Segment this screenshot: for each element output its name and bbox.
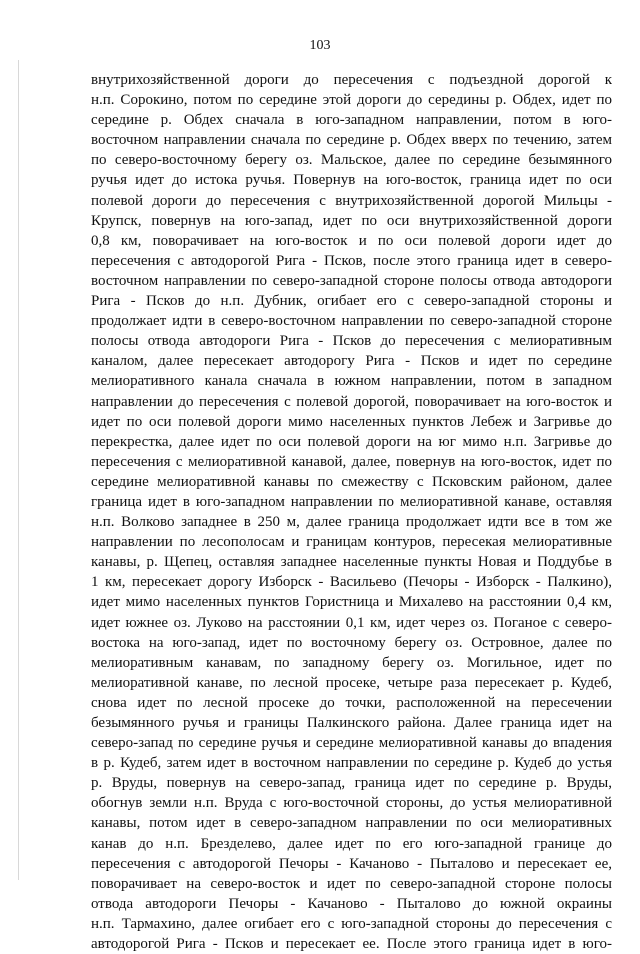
text-line: идет мимо населенных пунктов Гористница и Михалево на расстоянии 0,4 км, <box>91 594 612 611</box>
text-line: н.п. Сорокино, потом по середине этой дороги до середины р. Обдех, идет по <box>91 92 612 109</box>
text-line: 0,8 км, поворачивает на юго-восток и по оси полевой дороги идет до <box>91 232 612 249</box>
text-line: востока на юго-запад, идет по восточному берегу оз. Островное, далее по <box>91 634 612 651</box>
scan-margin-line <box>18 60 19 880</box>
text-line: н.п. Тармахино, далее огибает его с юго-западной стороны до пересечения с <box>91 915 612 932</box>
text-line: отвода автодороги Печоры - Качаново - Пыталово до южной окраины <box>91 895 612 912</box>
text-line: восточном направлении сначала по середине р. Обдех вверх по течению, затем <box>91 132 612 149</box>
text-line: внутрихозяйственной дороги до пересечения с подъездной дорогой к <box>91 72 612 88</box>
text-line: направлении по лесополосам и границам контуров, пересекая мелиоративные <box>91 534 612 551</box>
text-line: ручья идет до истока ручья. Повернув на юго-восток, граница идет по оси <box>91 172 612 189</box>
text-line: снова идет по лесной просеке до точки, расположенной на пересечении <box>91 694 612 711</box>
text-line: идет по оси полевой дороги мимо населенных пунктов Лебеж и Загривье до <box>91 413 612 430</box>
text-line: канав до н.п. Брезделево, далее идет по его юго-западной границе до <box>91 835 612 852</box>
document-body-text <box>91 70 612 954</box>
text-line: идет южнее оз. Луково на расстоянии 0,1 км, идет через оз. Поганое с северо- <box>91 614 612 631</box>
text-line: каналом, далее пересекает автодорогу Рига - Псков и идет по середине <box>91 353 612 370</box>
text-line: Крупск, повернув на юго-запад, идет по оси внутрихозяйственной дороги <box>91 212 612 229</box>
text-line: перекрестка, далее идет по оси полевой дороги на юг мимо н.п. Загривье до <box>91 433 612 450</box>
text-line: северо-запад по середине ручья и середине мелиоративной канавы до впадения <box>91 735 612 752</box>
text-line: мелиоративного канала сначала в южном направлении, потом в западном <box>91 373 612 390</box>
text-line: поворачивает на северо-восток и идет по северо-западной стороне полосы <box>91 875 612 892</box>
text-line: восточном направлении по северо-западной стороне полосы отвода автодороги <box>91 272 612 289</box>
text-line: 1 км, пересекает дорогу Изборск - Васильево (Печоры - Изборск - Палкино), <box>91 574 612 591</box>
text-line: безымянного ручья и границы Палкинского района. Далее граница идет на <box>91 715 612 731</box>
text-line: пересечения с автодорогой Рига - Псков, после этого граница идет в северо- <box>91 252 612 269</box>
text-line: в р. Кудеб, затем идет в восточном направлении по середине р. Кудеб до устья <box>91 755 612 772</box>
text-line: середине мелиоративной канавы по смежеству с Псковским районом, далее <box>91 473 612 490</box>
text-line: пересечения с мелиоративной канавой, далее, повернув на юго-восток, идет по <box>91 453 612 470</box>
text-line: канавы, потом идет в северо-западном направлении по оси мелиоративных <box>91 815 612 832</box>
text-line: канавы, р. Щепец, оставляя западнее населенные пункты Новая и Поддубье в <box>91 554 612 571</box>
text-line: р. Вруды, повернув на северо-запад, граница идет по середине р. Вруды, <box>91 775 612 792</box>
text-line: мелиоративной канаве, по лесной просеке, четыре раза пересекает р. Кудеб, <box>91 674 612 691</box>
text-line: автодорогой Рига - Псков и пересекает ее. После этого граница идет в юго- <box>91 936 612 953</box>
text-line: н.п. Волково западнее в 250 м, далее граница продолжает идти все в том же <box>91 514 612 531</box>
text-line: пересечения с автодорогой Печоры - Качаново - Пыталово и пересекает ее, <box>91 855 612 872</box>
text-line: обогнув земли н.п. Вруда с юго-восточной стороны, до устья мелиоративной <box>91 795 612 812</box>
text-line: по северо-восточному берегу оз. Мальское, далее по середине безымянного <box>91 152 612 169</box>
text-line: направлении до пересечения с полевой дорогой, поворачивает на юго-восток и <box>91 393 612 410</box>
text-line: полевой дороги до пересечения с внутрихозяйственной дорогой Мильцы - <box>91 192 612 209</box>
text-line: середине р. Обдех сначала в юго-западном направлении, потом в юго- <box>91 112 612 129</box>
text-line: граница идет в юго-западном направлении по мелиоративной канаве, оставляя <box>91 493 612 510</box>
text-line: мелиоративным канавам, по западному берегу оз. Могильное, идет по <box>91 654 612 671</box>
page-number: 103 <box>309 38 331 53</box>
text-line: продолжает идти в северо-восточном направлении по северо-западной стороне <box>91 313 612 330</box>
text-line: Рига - Псков до н.п. Дубник, огибает его с северо-западной стороны и <box>91 293 612 310</box>
text-line: полосы отвода автодороги Рига - Псков до пересечения с мелиоративным <box>91 333 612 350</box>
